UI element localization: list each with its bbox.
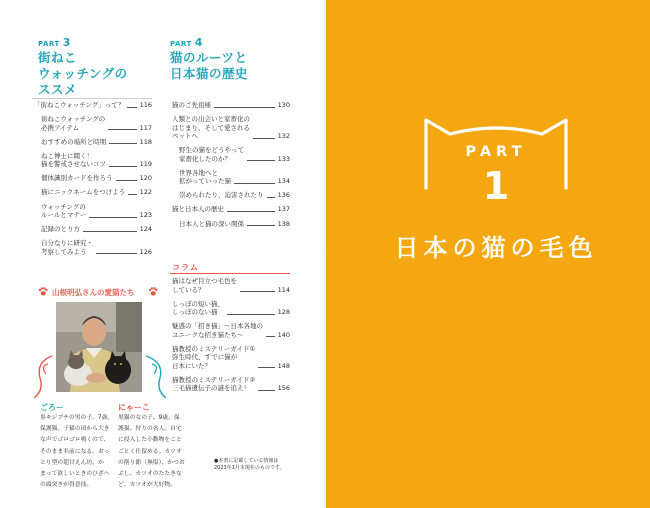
toc-entry[interactable]: ウォッチングの ルールとマナー 123 <box>41 202 152 220</box>
part4-title: 猫のルーツと 日本猫の歴史 <box>170 50 249 81</box>
part3-label: PART 3 <box>38 36 71 49</box>
toc-entry[interactable]: 猫教授のミステリーガイド① 弥生時代、すでに猫が 日本にいた？ 148 <box>172 344 290 370</box>
toc-entry[interactable]: 記録のとり方 124 <box>41 225 152 234</box>
part3-title: 街ねこ ウォッチングの ススメ <box>38 50 128 97</box>
toc-entry[interactable]: 世界各地へと 拡がっていった猫 134 <box>179 168 290 186</box>
toc-entry[interactable]: おすすめの場所と時期 118 <box>41 137 152 146</box>
column-toc <box>172 277 290 398</box>
toc-entry[interactable]: 崇められたり、迫害されたり 136 <box>179 191 290 200</box>
swirl-decoration <box>140 352 170 402</box>
part4-label: PART 4 <box>170 36 203 49</box>
owner-with-cats-photo <box>56 302 142 392</box>
part4-toc <box>172 101 290 234</box>
part3-toc <box>34 101 152 262</box>
toc-entry[interactable]: しっぽの短い猫、 しっぽのない猫 128 <box>172 299 290 317</box>
part-number: 1 <box>482 164 510 208</box>
toc-entry[interactable]: 「街ねこウォッチング」って？ 116 <box>34 101 152 109</box>
cats-heading: 山根明弘さんの愛猫たち <box>52 288 135 297</box>
paw-icon <box>148 287 158 296</box>
toc-entry[interactable]: 日本人と猫の深い関係 138 <box>179 219 290 228</box>
toc-entry[interactable]: 自分なりに研究・ 考察してみよう 126 <box>41 239 152 256</box>
toc-entry[interactable]: 個体識別カードを作ろう 120 <box>41 174 152 183</box>
column-label: コラム <box>172 263 199 272</box>
cat-name-goro: ごろー <box>40 403 64 412</box>
paw-icon <box>38 287 48 296</box>
toc-entry[interactable]: 猫にニックネームをつけよう 122 <box>41 188 152 197</box>
toc-entry[interactable]: 魅惑の「招き猫」～日本各地の ユニークな招き猫たち～ 140 <box>172 322 290 339</box>
cat-description-nyako: 黒猫の女の子。9歳。保 護猫。狩りの名人。自宅 に侵入した小動物をこと ごとく仕留める。カツオ の削り節（無塩）、かつお ぶし、カツオのたたきな ど、カツオが大好物。 <box>118 415 185 489</box>
cat-description-goro: 黒キジブチの男の子。7歳。 保護猫。子猫の頃から大き な声でゴロゴロ鳴くので、 そのまま名前になる。おっ とり型の超甘えん坊。か まって欲しいときのひざへ の頭突きが得意技。 <box>40 415 114 489</box>
toc-entry[interactable]: 人類との出会いと家畜化の はじまり、そして愛される ペットへ 132 <box>172 115 290 141</box>
swirl-decoration <box>30 352 60 402</box>
toc-entry[interactable]: 猫のご先祖様 130 <box>172 101 290 109</box>
toc-entry[interactable]: ねこ博士に聞く！ 猫を警戒させないコツ 119 <box>41 151 152 169</box>
cat-name-nyako: にゃーこ <box>118 403 150 412</box>
toc-entry[interactable]: 猫と日本人の歴史 137 <box>172 205 290 214</box>
toc-entry[interactable]: 街ねこウォッチングの 必携アイテム 117 <box>41 115 152 132</box>
divider <box>32 98 152 99</box>
footnote: ●本書に記載している情報は 2023年1月末現在のものです。 <box>214 458 285 471</box>
divider <box>170 273 290 274</box>
toc-entry[interactable]: 猫教授のミステリーガイド② 三毛猫遺伝子の謎を追え！ 156 <box>172 375 290 393</box>
toc-entry[interactable]: 野生の猫をどうやって 家畜化したのか？ 133 <box>179 146 290 163</box>
part-word: PART <box>465 144 527 160</box>
toc-entry[interactable]: 猫はなぜ目立つ毛色を している？ 114 <box>172 277 290 294</box>
chapter-title: 日本の猫の毛色 <box>394 234 598 262</box>
